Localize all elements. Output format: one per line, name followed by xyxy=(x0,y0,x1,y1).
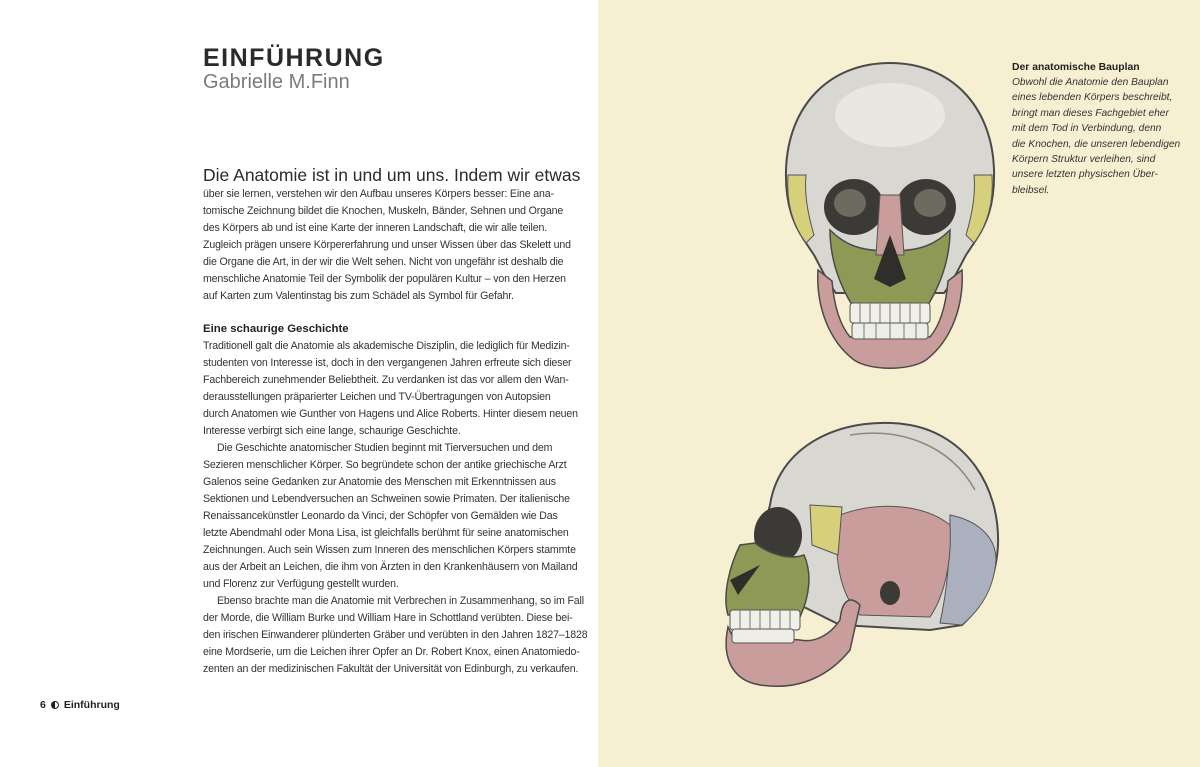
text-line: Zugleich prägen unsere Körpererfahrung und unser Wissen über das Skelett und xyxy=(203,239,571,251)
text-line: Sezieren menschlicher Körper. So begründete schon der antike griechische Arzt xyxy=(203,459,567,471)
text-line: Ebenso brachte man die Anatomie mit Verbrechen in Zusammenhang, so im Fall xyxy=(217,595,584,607)
intro-lead: Die Anatomie ist in und um uns. Indem wir etwas xyxy=(203,165,581,185)
caption-line: Obwohl die Anatomie den Bauplan xyxy=(1012,77,1169,88)
text-line: des Körpers ab und ist eine Karte der inneren Landschaft, die wir alle teilen. xyxy=(203,222,547,234)
text-line: tomische Zeichnung bildet die Knochen, Muskeln, Bänder, Sehnen und Organe xyxy=(203,205,564,217)
text-line: derausstellungen präparierter Leichen und TV-Übertragungen von Autopsien xyxy=(203,391,551,403)
caption-line: eines lebenden Körpers beschreibt, xyxy=(1012,92,1173,104)
text-line: studenten von Interesse ist, doch in den vergangenen Jahren erfreute sich dieser xyxy=(203,357,572,369)
figure-caption xyxy=(1012,60,1182,198)
caption-line: bleibsel. xyxy=(1012,184,1050,196)
text-line: die Organe die Art, in der wir die Welt sehen. Nicht von ungefähr ist deshalb die xyxy=(203,256,564,268)
page-footer xyxy=(40,699,120,711)
section-paragraph-2 xyxy=(203,440,578,593)
text-line: Fachbereich zunehmender Beliebtheit. Zu verdanken ist das vor allem den Wan- xyxy=(203,374,569,386)
chapter-title: EINFÜHRUNG xyxy=(203,44,385,72)
caption-line: unsere letzten physischen Über- xyxy=(1012,169,1158,181)
left-page xyxy=(0,0,598,767)
skull-side-illustration xyxy=(700,395,1010,695)
text-line: eine Mordserie, um die Leichen ihrer Opfer an Dr. Robert Knox, einen Anatomiedo- xyxy=(203,646,580,658)
text-line: Galenos seine Gedanken zur Anatomie des Menschen mit Erkenntnissen aus xyxy=(203,476,556,488)
text-line: Zeichnungen. Auch sein Wissen zum Inneren des menschlichen Körpers stammte xyxy=(203,544,576,556)
text-line: Traditionell galt die Anatomie als akademische Disziplin, die lediglich für Medizin- xyxy=(203,340,570,352)
section-paragraph-1 xyxy=(203,338,578,440)
text-line: durch Anatomen wie Gunther von Hagens und Alice Roberts. Hinter diesem neuen xyxy=(203,408,578,420)
text-line: der Morde, die William Burke und William Hare in Schottland verübten. Diese bei- xyxy=(203,612,573,624)
caption-line: bringt man dieses Fachgebiet eher xyxy=(1012,107,1169,119)
text-line: Sektionen und Lebendversuchen an Schweinen sowie Primaten. Der italienische xyxy=(203,493,570,505)
text-line: menschliche Anatomie Teil der Symbolik der populären Kultur – von den Herzen xyxy=(203,273,566,285)
page-number: 6 xyxy=(40,699,46,711)
text-line: über sie lernen, verstehen wir den Aufbau unseres Körpers besser: Eine ana- xyxy=(203,188,554,200)
caption-line: die Knochen, die unseren lebendigen xyxy=(1012,138,1181,150)
text-line: letzte Abendmahl oder Mona Lisa, ist gleichfalls berühmt für seine anatomischen xyxy=(203,527,569,539)
caption-title: Der anatomische Bauplan xyxy=(1012,62,1140,73)
body-text xyxy=(203,164,588,678)
text-line: Interesse verbirgt sich eine lange, schaurige Geschichte. xyxy=(203,425,461,437)
text-line: Renaissancekünstler Leonardo da Vinci, der Schöpfer von Gemälden wie Das xyxy=(203,510,558,522)
text-line: zenten an der medizinischen Fakultät der Universität von Edinburgh, zu verkaufen. xyxy=(203,663,579,675)
skull-front-illustration xyxy=(770,55,1010,380)
caption-line: mit dem Tod in Verbindung, denn xyxy=(1012,123,1162,135)
text-line: auf Karten zum Valentinstag bis zum Schädel als Symbol für Gefahr. xyxy=(203,290,514,302)
section-heading: Eine schaurige Geschichte xyxy=(203,323,349,335)
text-line: den irischen Einwanderer plünderten Gräber und verübten in den Jahren 1827–1828 xyxy=(203,629,588,641)
half-circle-icon xyxy=(51,701,59,709)
chapter-author: Gabrielle M.Finn xyxy=(203,71,350,93)
section-paragraph-3 xyxy=(203,593,588,678)
footer-section-label: Einführung xyxy=(63,699,120,711)
text-line: aus der Arbeit an Leichen, die ihm von Ärzten in den Krankenhäusern von Mailand xyxy=(203,561,578,573)
text-line: und Florenz zur Verfügung gestellt wurden. xyxy=(203,578,399,590)
caption-line: Körpern Struktur verleihen, sind xyxy=(1012,154,1156,166)
text-line: Die Geschichte anatomischer Studien beginnt mit Tierversuchen und dem xyxy=(217,442,553,454)
intro-paragraph xyxy=(203,186,571,305)
